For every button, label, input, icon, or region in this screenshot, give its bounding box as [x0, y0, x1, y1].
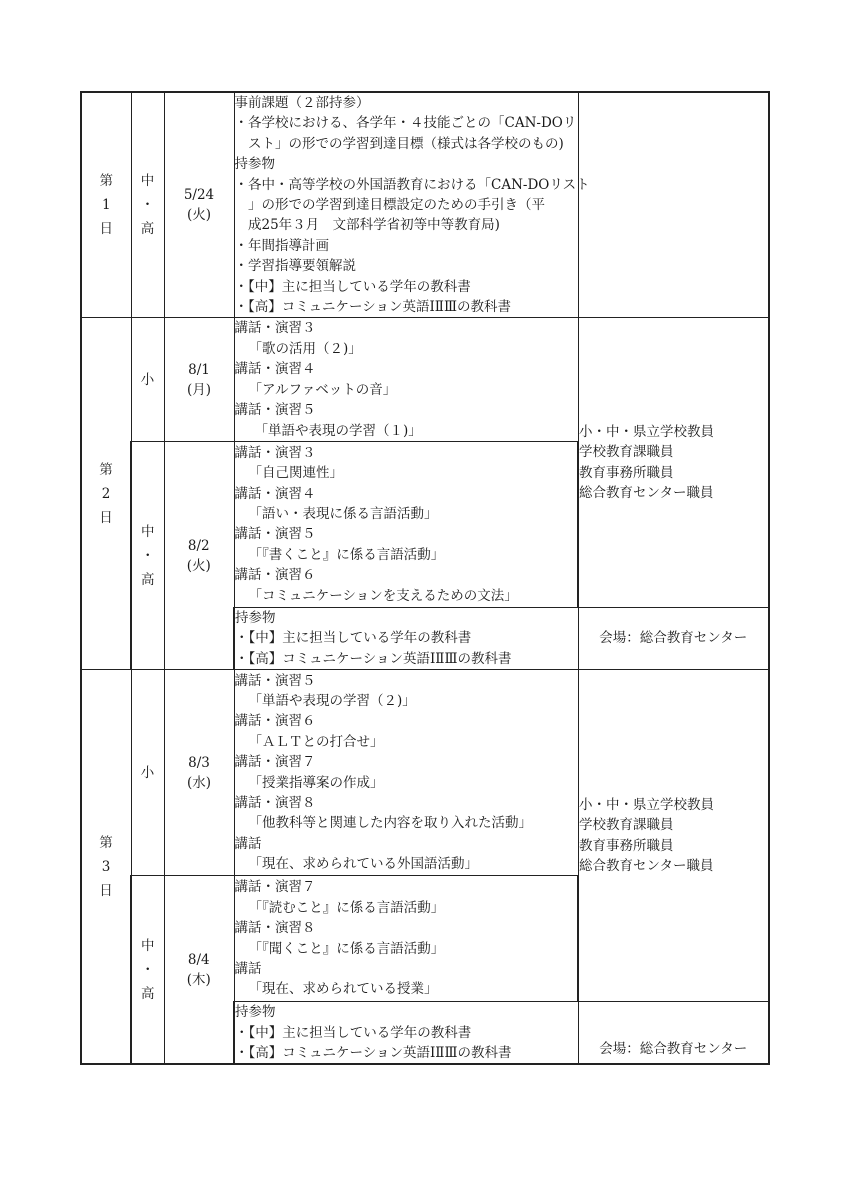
school-level: 中 ・ 高: [131, 441, 164, 669]
session-date: 8/2 (火): [164, 441, 234, 669]
participants-cell: [578, 92, 769, 318]
training-schedule-table: [80, 91, 770, 1065]
school-level: 小: [131, 318, 164, 441]
school-level: 小: [131, 670, 164, 876]
day-label: 第 2 日: [81, 318, 131, 670]
participants-cell: 小・中・県立学校教員 学校教育課職員 教育事務所職員 総合教育センター職員: [578, 670, 769, 1002]
session-content: 講話・演習３ 「歌の活用（２)」 講話・演習４ 「アルファベットの音」 講話・演習５ 「単語や表現の学習（１)」: [234, 318, 578, 441]
bring-items: 持参物 ・【中】主に担当している学年の教科書 ・【高】コミュニケーション英語ⅠⅡⅢの教科書: [234, 1002, 578, 1065]
session-date: 5/24 (火): [164, 92, 234, 318]
session-date: 8/1 (月): [164, 318, 234, 441]
day-label: 第 3 日: [81, 670, 131, 1065]
session-content: 講話・演習３ 「自己関連性」 講話・演習４ 「語い・表現に係る言語活動」 講話・演習５ 「『書くこと』に係る言語活動」 講話・演習６ 「コミュニケーションを支えるための文法」: [234, 441, 578, 607]
venue: 会場：総合教育センター: [578, 607, 769, 669]
day1-row: [81, 92, 769, 318]
session-date: 8/3 (水): [164, 670, 234, 876]
day2-elementary-row: [81, 318, 769, 441]
school-level: 中 ・ 高: [131, 92, 164, 318]
participants-cell: 小・中・県立学校教員 学校教育課職員 教育事務所職員 総合教育センター職員: [578, 318, 769, 607]
day3-elementary-row: [81, 670, 769, 876]
school-level: 中 ・ 高: [131, 876, 164, 1065]
session-content: 講話・演習７ 「『読むこと』に係る言語活動」 講話・演習８ 「『聞くこと』に係る言語活動」 講話 「現在、求められている授業」: [234, 876, 578, 1002]
session-content: 講話・演習５ 「単語や表現の学習（２)」 講話・演習６ 「ＡＬＴとの打合せ」 講話・演習７ 「授業指導案の作成」 講話・演習８ 「他教科等と関連した内容を取り入れた活動」 講話 「現在、求められている外国語活動」: [234, 670, 578, 876]
day-label: 第 1 日: [81, 92, 131, 318]
bring-items: 持参物 ・【中】主に担当している学年の教科書 ・【高】コミュニケーション英語ⅠⅡⅢの教科書: [234, 607, 578, 669]
session-date: 8/4 (木): [164, 876, 234, 1065]
venue: 会場：総合教育センター: [578, 1002, 769, 1065]
session-content: 事前課題（２部持参） ・各学校における、各学年・４技能ごとの「CAN-DOリ スト」の形での学習到達目標（様式は各学校のもの) 持参物 ・各中・高等学校の外国語教育における「CAN-DOリスト 」の形での学習到達目標設定のための手引き（平 成25年３月 文部科学省初等中等教育局) ・年間指導計画 ・学習指導要領解説 ・【中】主に担当している学年の教科書 ・【高】コミュニケーション英語ⅠⅡⅢの教科書: [234, 92, 578, 318]
